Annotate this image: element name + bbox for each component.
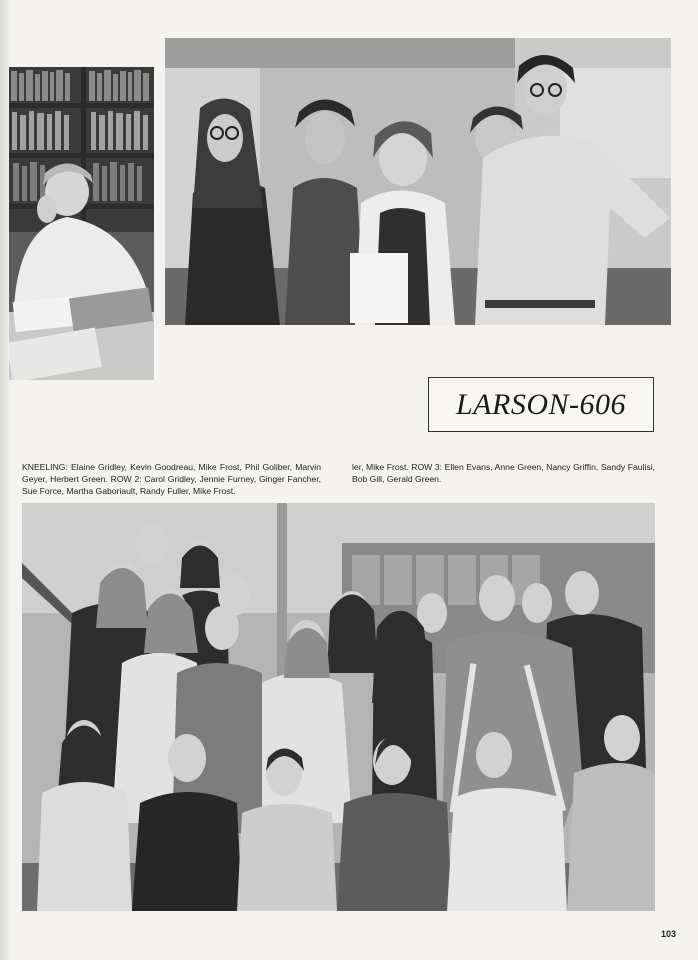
homeroom-title: LARSON-606 (456, 387, 626, 421)
page-number: 103 (660, 929, 676, 939)
homeroom-title-box (428, 377, 654, 432)
caption-column-right: ler, Mike Frost. ROW 3: Ellen Evans, Anne Green, Nancy Griffin, Sandy Faulisi, Bob Gill, Gerald Green. (352, 462, 655, 485)
library-study-photo (9, 67, 154, 380)
candid-group-photo (165, 38, 671, 325)
caption-column-left: KNEELING: Elaine Gridley, Kevin Goodreau, Mike Frost, Phil Goliber, Marvin Geyer, Herbert Green. ROW 2: Carol Gridley, Jennie Furney, Ginger Fancher, Sue Force, Martha Gaboriault, Randy Fuller, Mike Frost. (22, 462, 321, 497)
homeroom-group-photo (22, 503, 655, 911)
